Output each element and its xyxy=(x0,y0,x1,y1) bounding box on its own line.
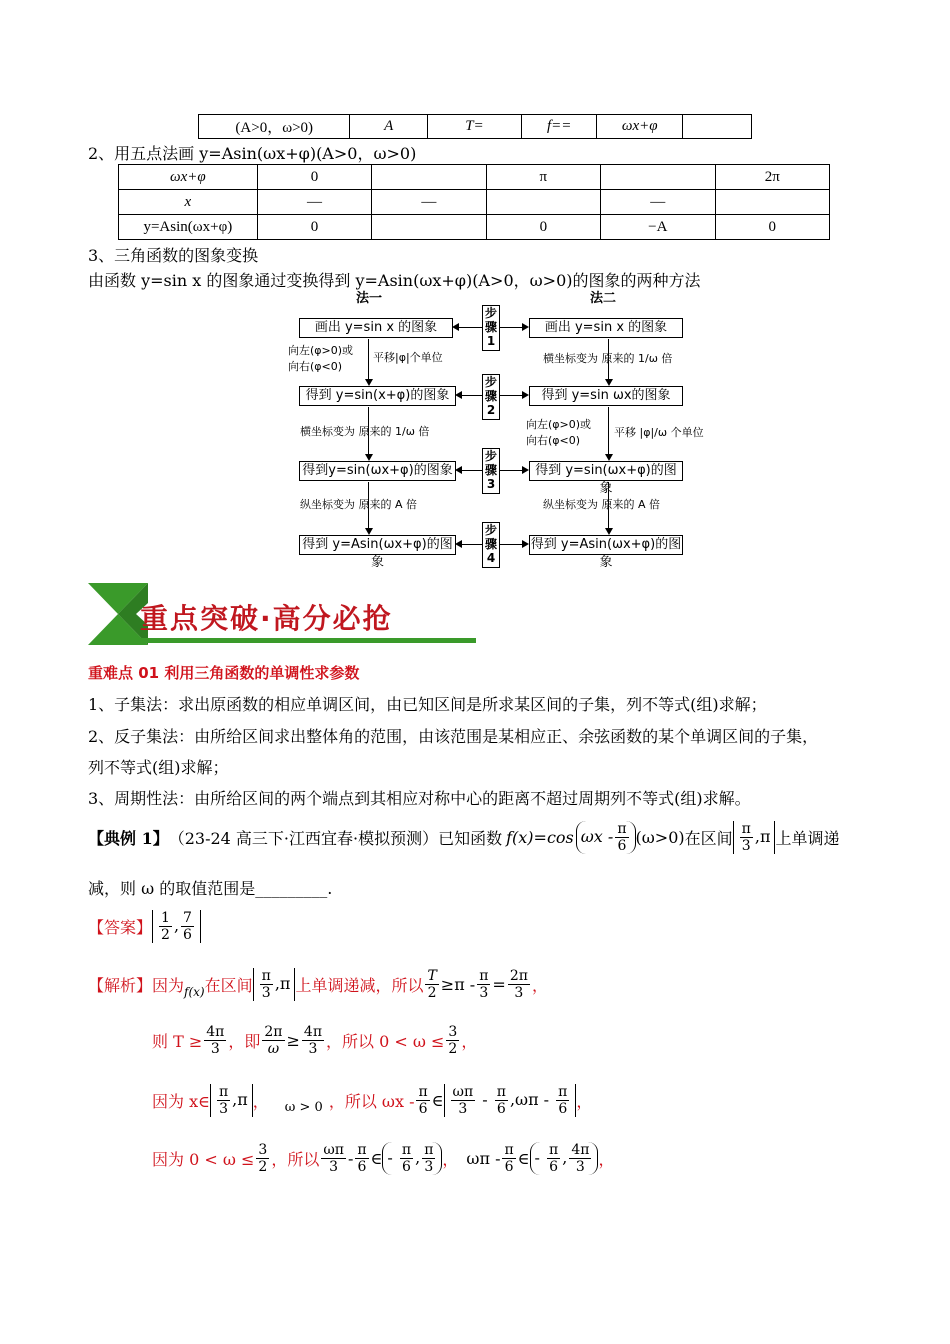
function-expr: f(x)=cos xyxy=(506,828,574,847)
shift-text: 平移 xyxy=(614,426,636,439)
scale-x-frac: 1/ω xyxy=(638,352,658,365)
analysis-text: 在区间 xyxy=(204,976,253,995)
analysis-text: ω > 0 xyxy=(284,1100,323,1115)
scale-y-label: 纵坐标变为 原来的 A 倍 xyxy=(300,498,418,511)
shift-frac: |φ|/ω xyxy=(639,426,668,439)
step-1: 步 骤 1 xyxy=(482,305,500,351)
scale-x-label xyxy=(300,425,429,439)
table-cell: 0 xyxy=(257,165,371,190)
example-tail: 上单调递 xyxy=(775,829,840,848)
section-title: 重难点 01 利用三角函数的单调性求参数 xyxy=(88,664,360,682)
shift-label: 平移|φ|个单位 xyxy=(373,351,443,364)
scale-x-frac: 1/ω xyxy=(395,425,415,438)
table-cell: 0 xyxy=(715,215,830,240)
inner-expr: ωx - xyxy=(580,827,614,846)
table-cell: f== xyxy=(522,115,597,139)
analysis-text: ∈ xyxy=(431,1091,444,1110)
method1-title: 法一 xyxy=(356,291,383,306)
analysis-tag: 【解析】 xyxy=(88,976,153,995)
analysis-line-1: 【解析】 因为 f(x) 在区间 $\frac{\pi}{3}$ ,π 上单调递减，所以 $\frac{T}{2}$ ≥π - $\frac{\pi}{3}$ = $\frac{2\pi}{3}$ ， xyxy=(88,968,548,1001)
step-2: 步 骤 2 xyxy=(482,374,500,420)
right-box: 得到 y=Asin(ωx+φ)的图象 xyxy=(530,537,682,570)
scale-x-text: 横坐标变为 原来的 xyxy=(543,352,635,365)
example-question: 减，则 ω 的取值范围是 xyxy=(88,879,256,898)
right-box: 得到 y=sin(ωx+φ)的图象 xyxy=(529,461,683,481)
analysis-text: ，所以 xyxy=(271,1150,320,1169)
analysis-text: ，即 xyxy=(228,1032,261,1051)
interval: - $\frac{\pi}{6}$ , $\frac{\pi}{3}$ xyxy=(382,1142,442,1175)
table-cell: T= xyxy=(427,115,521,139)
interval-text: 在区间 xyxy=(684,829,733,848)
section-banner xyxy=(88,583,476,645)
interval: $\frac{\pi}{3}$ ,π xyxy=(210,1084,253,1117)
table-cell: ωx+φ xyxy=(119,165,258,190)
fraction: $\frac{\pi}{6}$ xyxy=(617,821,627,854)
step-3: 步 骤 3 xyxy=(482,448,500,494)
paren-group xyxy=(576,821,636,854)
left-box: 得到 y=sin(x+φ)的图象 xyxy=(299,386,456,406)
interval: - $\frac{\pi}{6}$ , $\frac{4\pi}{3}$ xyxy=(530,1142,599,1175)
analysis-line-4: 因为 0 < ω ≤ $\frac{3}{2}$ ，所以 $\frac{\omega\pi}{3}$ - $\frac{\pi}{6}$ ∈ - $\frac{\pi}{6}$ , $\frac{\pi}{3}$ ， ωπ - $\frac{\pi}{6}$ ∈ - $\frac{\pi}{6}$ , $\frac{4\pi}{3}$ ， xyxy=(152,1142,615,1175)
item-3-desc: 由函数 y=sin x 的图象通过变换得到 y=Asin(ωx+φ)(A>0，ω>0)的图象的两种方法 xyxy=(88,271,701,290)
answer-line xyxy=(88,910,201,943)
frac-den: 6 xyxy=(183,927,192,943)
scale-x-suffix: 倍 xyxy=(661,352,673,365)
item-3: 3、三角函数的图象变换 xyxy=(88,246,259,265)
frac-num: 1 xyxy=(161,910,170,926)
analysis-line-2: 则 T ≥ $\frac{4\pi}{3}$ ，即 $\frac{2\pi}{\omega}$ ≥ $\frac{4\pi}{3}$ ，所以 0 < ω ≤ $\frac{3}{2}$ ， xyxy=(152,1024,478,1057)
answer-blank: _________. xyxy=(255,879,333,898)
table-cell: — xyxy=(372,190,486,215)
method2-title: 法二 xyxy=(590,291,617,306)
table-cell: ωx+φ xyxy=(597,115,683,139)
interval: $\frac{\omega\pi}{3}$ - $\frac{\pi}{6}$ ,ωπ - $\frac{\pi}{6}$ xyxy=(444,1084,577,1117)
shift-label: 向左(φ>0)或 xyxy=(526,418,592,431)
answer-interval: $\frac{1}{2}$ , $\frac{7}{6}$ xyxy=(152,910,201,943)
answer-tag: 【答案】 xyxy=(88,918,153,937)
analysis-text: ωπ - xyxy=(466,1149,501,1168)
item-2: 2、用五点法画 y=Asin(ωx+φ)(A>0，ω>0) xyxy=(88,144,417,163)
shift-label: 向右(φ<0) xyxy=(526,434,581,447)
table-cell: y=Asin(ωx+φ) xyxy=(119,215,258,240)
left-box: 画出 y=sin x 的图象 xyxy=(299,318,453,338)
right-box: 得到 y=sin ωx的图象 xyxy=(529,386,683,406)
interval: $\frac{\pi}{3}$ ,π xyxy=(253,968,296,1001)
method-2: 2、反子集法：由所给区间求出整体角的范围，由该范围是某相应正、余弦函数的某个单调区间的子集， xyxy=(88,727,819,746)
frac-num: 7 xyxy=(183,910,192,926)
analysis-text: ∈ xyxy=(517,1149,530,1168)
analysis-text: = xyxy=(492,975,506,994)
analysis-text: ， xyxy=(442,1150,459,1169)
shift-label xyxy=(614,426,704,440)
table-cell: 0 xyxy=(486,215,600,240)
omega-condition: (ω>0) xyxy=(635,828,685,847)
table-cell: (A>0，ω>0) xyxy=(199,115,350,139)
right-box: 画出 y=sin x 的图象 xyxy=(529,318,683,338)
scale-x-label xyxy=(543,352,672,366)
table-cell: 0 xyxy=(257,215,371,240)
example-source: （23-24 高三下·江西宜春·模拟预测）已知函数 xyxy=(168,829,503,848)
analysis-text: 因为 xyxy=(152,976,185,995)
interval: $\frac{\pi}{3}$ ,π xyxy=(733,821,776,854)
shift-label: 向右(φ<0) xyxy=(288,360,343,373)
analysis-text: ≥ xyxy=(286,1031,300,1050)
scale-x-text: 横坐标变为 原来的 xyxy=(300,425,392,438)
method-1: 1、子集法：求出原函数的相应单调区间，由已知区间是所求某区间的子集，列不等式(组)求解； xyxy=(88,695,767,714)
analysis-text: ，所以 ωx - xyxy=(328,1092,415,1111)
table-cell: 2π xyxy=(715,165,830,190)
analysis-text: ，所以 0 < ω ≤ xyxy=(326,1032,445,1051)
analysis-text: 因为 x∈ xyxy=(152,1092,210,1111)
table-cell: π xyxy=(486,165,600,190)
analysis-text: ∈ xyxy=(370,1149,383,1168)
example-line-1 xyxy=(88,821,839,854)
table-cell: −A xyxy=(601,215,715,240)
table-cell: — xyxy=(257,190,371,215)
analysis-text: 上单调递减，所以 xyxy=(295,976,424,995)
example-line-2 xyxy=(88,876,332,899)
method-2-cont: 列不等式(组)求解； xyxy=(88,758,229,777)
table-cell: x xyxy=(119,190,258,215)
analysis-text: 因为 0 < ω ≤ xyxy=(152,1150,255,1169)
table-cell: A xyxy=(350,115,427,139)
left-box: 得到y=sin(ωx+φ)的图象 xyxy=(299,461,456,481)
table-cell: — xyxy=(601,190,715,215)
step-4: 步 骤 4 xyxy=(482,522,500,568)
banner-title: 重点突破·高分必抢 xyxy=(140,602,393,635)
scale-x-suffix: 倍 xyxy=(418,425,430,438)
analysis-text: f(x) xyxy=(184,984,205,999)
shift-suffix: 个单位 xyxy=(670,426,704,439)
left-box: 得到 y=Asin(ωx+φ)的图象 xyxy=(299,535,456,555)
analysis-text: ≥π - xyxy=(440,975,476,994)
scale-y-label: 纵坐标变为 原来的 A 倍 xyxy=(543,498,661,511)
shift-label: 向左(φ>0)或 xyxy=(288,344,354,357)
method-3: 3、周期性法：由所给区间的两个端点到其相应对称中心的距离不超过周期列不等式(组)求解。 xyxy=(88,789,751,808)
analysis-text: ， xyxy=(252,1092,269,1111)
analysis-line-3: 因为 x∈ $\frac{\pi}{3}$ ,π ， ω > 0 ，所以 ωx - $\frac{\pi}{6}$ ∈ $\frac{\omega\pi}{3}$ - $\frac{\pi}{6}$ ,ωπ - $\frac{\pi}{6}$ ， xyxy=(152,1084,593,1117)
analysis-text: 则 T ≥ xyxy=(152,1032,203,1051)
example-tag: 【典例 1】 xyxy=(88,829,169,848)
transform-diagram xyxy=(0,0,950,570)
frac-den: 2 xyxy=(161,927,170,943)
